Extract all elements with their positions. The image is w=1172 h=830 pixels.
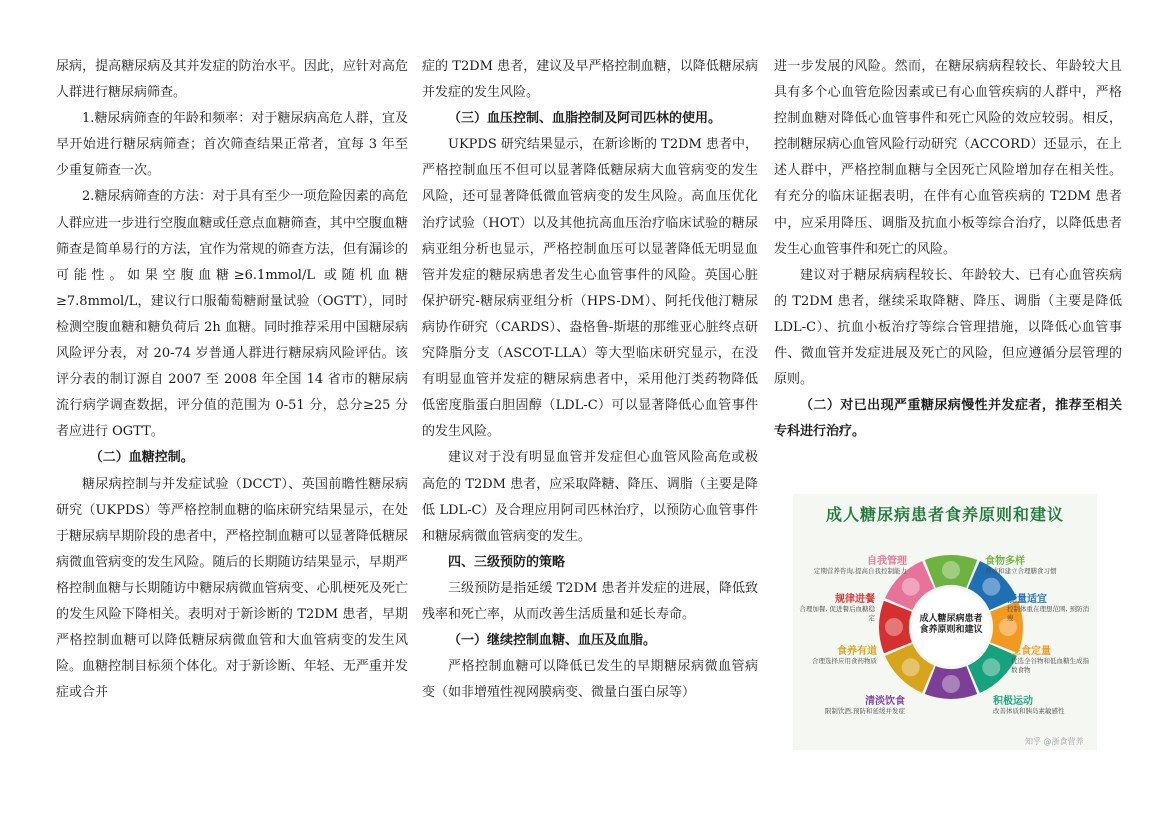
column-2 xyxy=(422,54,758,706)
diet-infographic xyxy=(793,494,1097,750)
column-3 xyxy=(774,54,1122,445)
section-heading: （二）对已出现严重糖尿病慢性并发症者，推荐至相关专科进行治疗。 xyxy=(774,398,1122,440)
paragraph: 糖尿病控制与并发症试验（DCCT）、英国前瞻性糖尿病研究（UKPDS）等严格控制血糖的临床研究结果显示，在处于糖尿病早期阶段的患者中，严格控制血糖可以显著降低糖尿病微血管病变的发生风险。随后的长期随访结果显示，早期严格控制血糖与长期随访中糖尿病微血管病变、心肌梗死及死亡的发生风险下降相关。表明对于新诊断的 T2DM 患者，早期严格控制血糖可以降低糖尿病微血管和大血管病变的发生风险。血糖控制目标须个体化。对于新诊断、年轻、无严重并发症或合并 xyxy=(56,476,408,701)
section-heading: （一）继续控制血糖、血压及血脂。 xyxy=(448,633,657,649)
center-line-1: 成人糖尿病患者 xyxy=(919,614,983,624)
paragraph: 症的 T2DM 患者，建议及早严格控制血糖，以降低糖尿病并发症的发生风险。 xyxy=(422,59,758,101)
paragraph: 严格控制血糖可以降低已发生的早期糖尿病微血管病变（如非增殖性视网膜病变、微量白蛋白尿等） xyxy=(422,659,758,701)
label-food-diversity: 食物多样 养成和建立合理膳食习惯 xyxy=(985,556,1057,575)
label-energy: 能量适宜 控制体重在理想范围, 预防消瘦 xyxy=(1007,594,1090,622)
segment-icon xyxy=(885,618,903,636)
segment-icon xyxy=(942,675,960,693)
paragraph: UKPDS 研究结果显示，在新诊断的 T2DM 患者中，严格控制血压不但可以显著降低糖尿病大血管病变的发生风险，还可显著降低微血管病变的发生风险。高血压优化治疗试验（HOT）以及其他抗高血压治疗临床试验的糖尿病亚组分析也显示，严格控制血压可以显著降低无明显血管并发症的糖尿病患者发生心血管事件的风险。英国心脏保护研究-糖尿病亚组分析（HPS-DM）、阿托伐他汀糖尿病协作研究（CARDS）、盎格鲁-斯堪的那维亚心脏终点研究降脂分支（ASCOT-LLA）等大型临床研究显示，在没有明显血管并发症的糖尿病患者中，采用他汀类药物降低低密度脂蛋白胆固醇（LDL-C）可以显著降低心血管事件的发生风险。 xyxy=(422,137,758,440)
segment-icon xyxy=(942,561,960,579)
infographic-title: 成人糖尿病患者食养原则和建议 xyxy=(825,505,1064,524)
section-heading: （三）血压控制、血脂控制及阿司匹林的使用。 xyxy=(448,111,722,127)
segment-icon xyxy=(902,658,920,676)
segment-icon xyxy=(982,578,1000,596)
segment-icon xyxy=(902,578,920,596)
paragraph: 1.糖尿病筛查的年龄和频率：对于糖尿病高危人群，宜及早开始进行糖尿病筛查；首次筛查结果正常者，宜每 3 年至少重复筛查一次。 xyxy=(56,111,408,179)
paragraph: 建议对于没有明显血管并发症但心血管风险高危或极高危的 T2DM 患者，应采取降糖、降压、调脂（主要是降低 LDL-C）及合理应用阿司匹林治疗，以预防心血管事件和糖尿病微血管病变的发生。 xyxy=(422,450,758,544)
label-staple-food: 主食定量 优选全谷物和低血糖生成指数食物 xyxy=(1011,646,1089,674)
label-food-medicine: 食养有道 合理选择应用食药物质 xyxy=(812,646,877,665)
paragraph: 2.糖尿病筛查的方法：对于具有至少一项危险因素的高危人群应进一步进行空腹血糖或任意点血糖筛查，其中空腹血糖筛查是简单易行的方法，宜作为常规的筛查方法，但有漏诊的可能性。如果空腹血糖≥6.1mmol/L 或随机血糖≥7.8mmol/L，建议行口服葡萄糖耐量试验（OGTT），同时检测空腹血糖和糖负荷后 2h 血糖。同时推荐采用中国糖尿病风险评分表，对 20-74 岁普通人群进行糖尿病风险评估。该评分表的制订源自 2007 至 2008 年全国 14 省市的糖尿病流行病学调查数据，评分值的范围为 0-51 分，总分≥25 分者应进行 OGTT。 xyxy=(56,189,408,440)
paragraph: 尿病，提高糖尿病及其并发症的防治水平。因此，应针对高危人群进行糖尿病筛查。 xyxy=(56,59,408,101)
section-heading: （二）血糖控制。 xyxy=(89,450,194,466)
label-regular-meals: 规律进餐 合理加餐, 促进餐后血糖稳定 xyxy=(799,594,875,622)
column-1 xyxy=(56,54,408,706)
label-self-management: 自我管理 定期营养咨询,提高自我控制能力 xyxy=(813,556,907,575)
paragraph: 建议对于糖尿病病程较长、年龄较大、已有心血管疾病的 T2DM 患者，继续采取降糖、降压、调脂（主要是降低 LDL-C）、抗血小板治疗等综合管理措施，以降低心血管事件、微血管并发症进展及死亡的风险，但应遵循分层管理的原则。 xyxy=(774,267,1122,388)
section-heading: 四、三级预防的策略 xyxy=(448,554,566,570)
segment-icon xyxy=(982,658,1000,676)
paragraph: 三级预防是指延缓 T2DM 患者并发症的进展，降低致残率和死亡率，从而改善生活质量和延长寿命。 xyxy=(422,580,758,622)
label-exercise: 积极运动 改善体质和胰岛素敏感性 xyxy=(993,696,1065,715)
label-light-diet: 清淡饮食 限制饮酒,预防和延缓并发症 xyxy=(824,696,905,715)
watermark: 知乎 @浙食营养 xyxy=(1025,737,1084,746)
paragraph: 进一步发展的风险。然而，在糖尿病病程较长、年龄较大且具有多个心血管危险因素或已有心血管疾病的人群中，严格控制血糖对降低心血管事件和死亡风险的效应较弱。相反，控制糖尿病心血管风险行动研究（ACCORD）还显示，在上述人群中，严格控制血糖与全因死亡风险增加存在相关性。有充分的临床证据表明，在伴有心血管疾病的 T2DM 患者中，应采用降压、调脂及抗血小板等综合治疗，以降低患者发生心血管事件和死亡的风险。 xyxy=(774,59,1122,257)
wheel-center-label xyxy=(903,614,999,636)
center-line-2: 食养原则和建议 xyxy=(919,625,983,635)
